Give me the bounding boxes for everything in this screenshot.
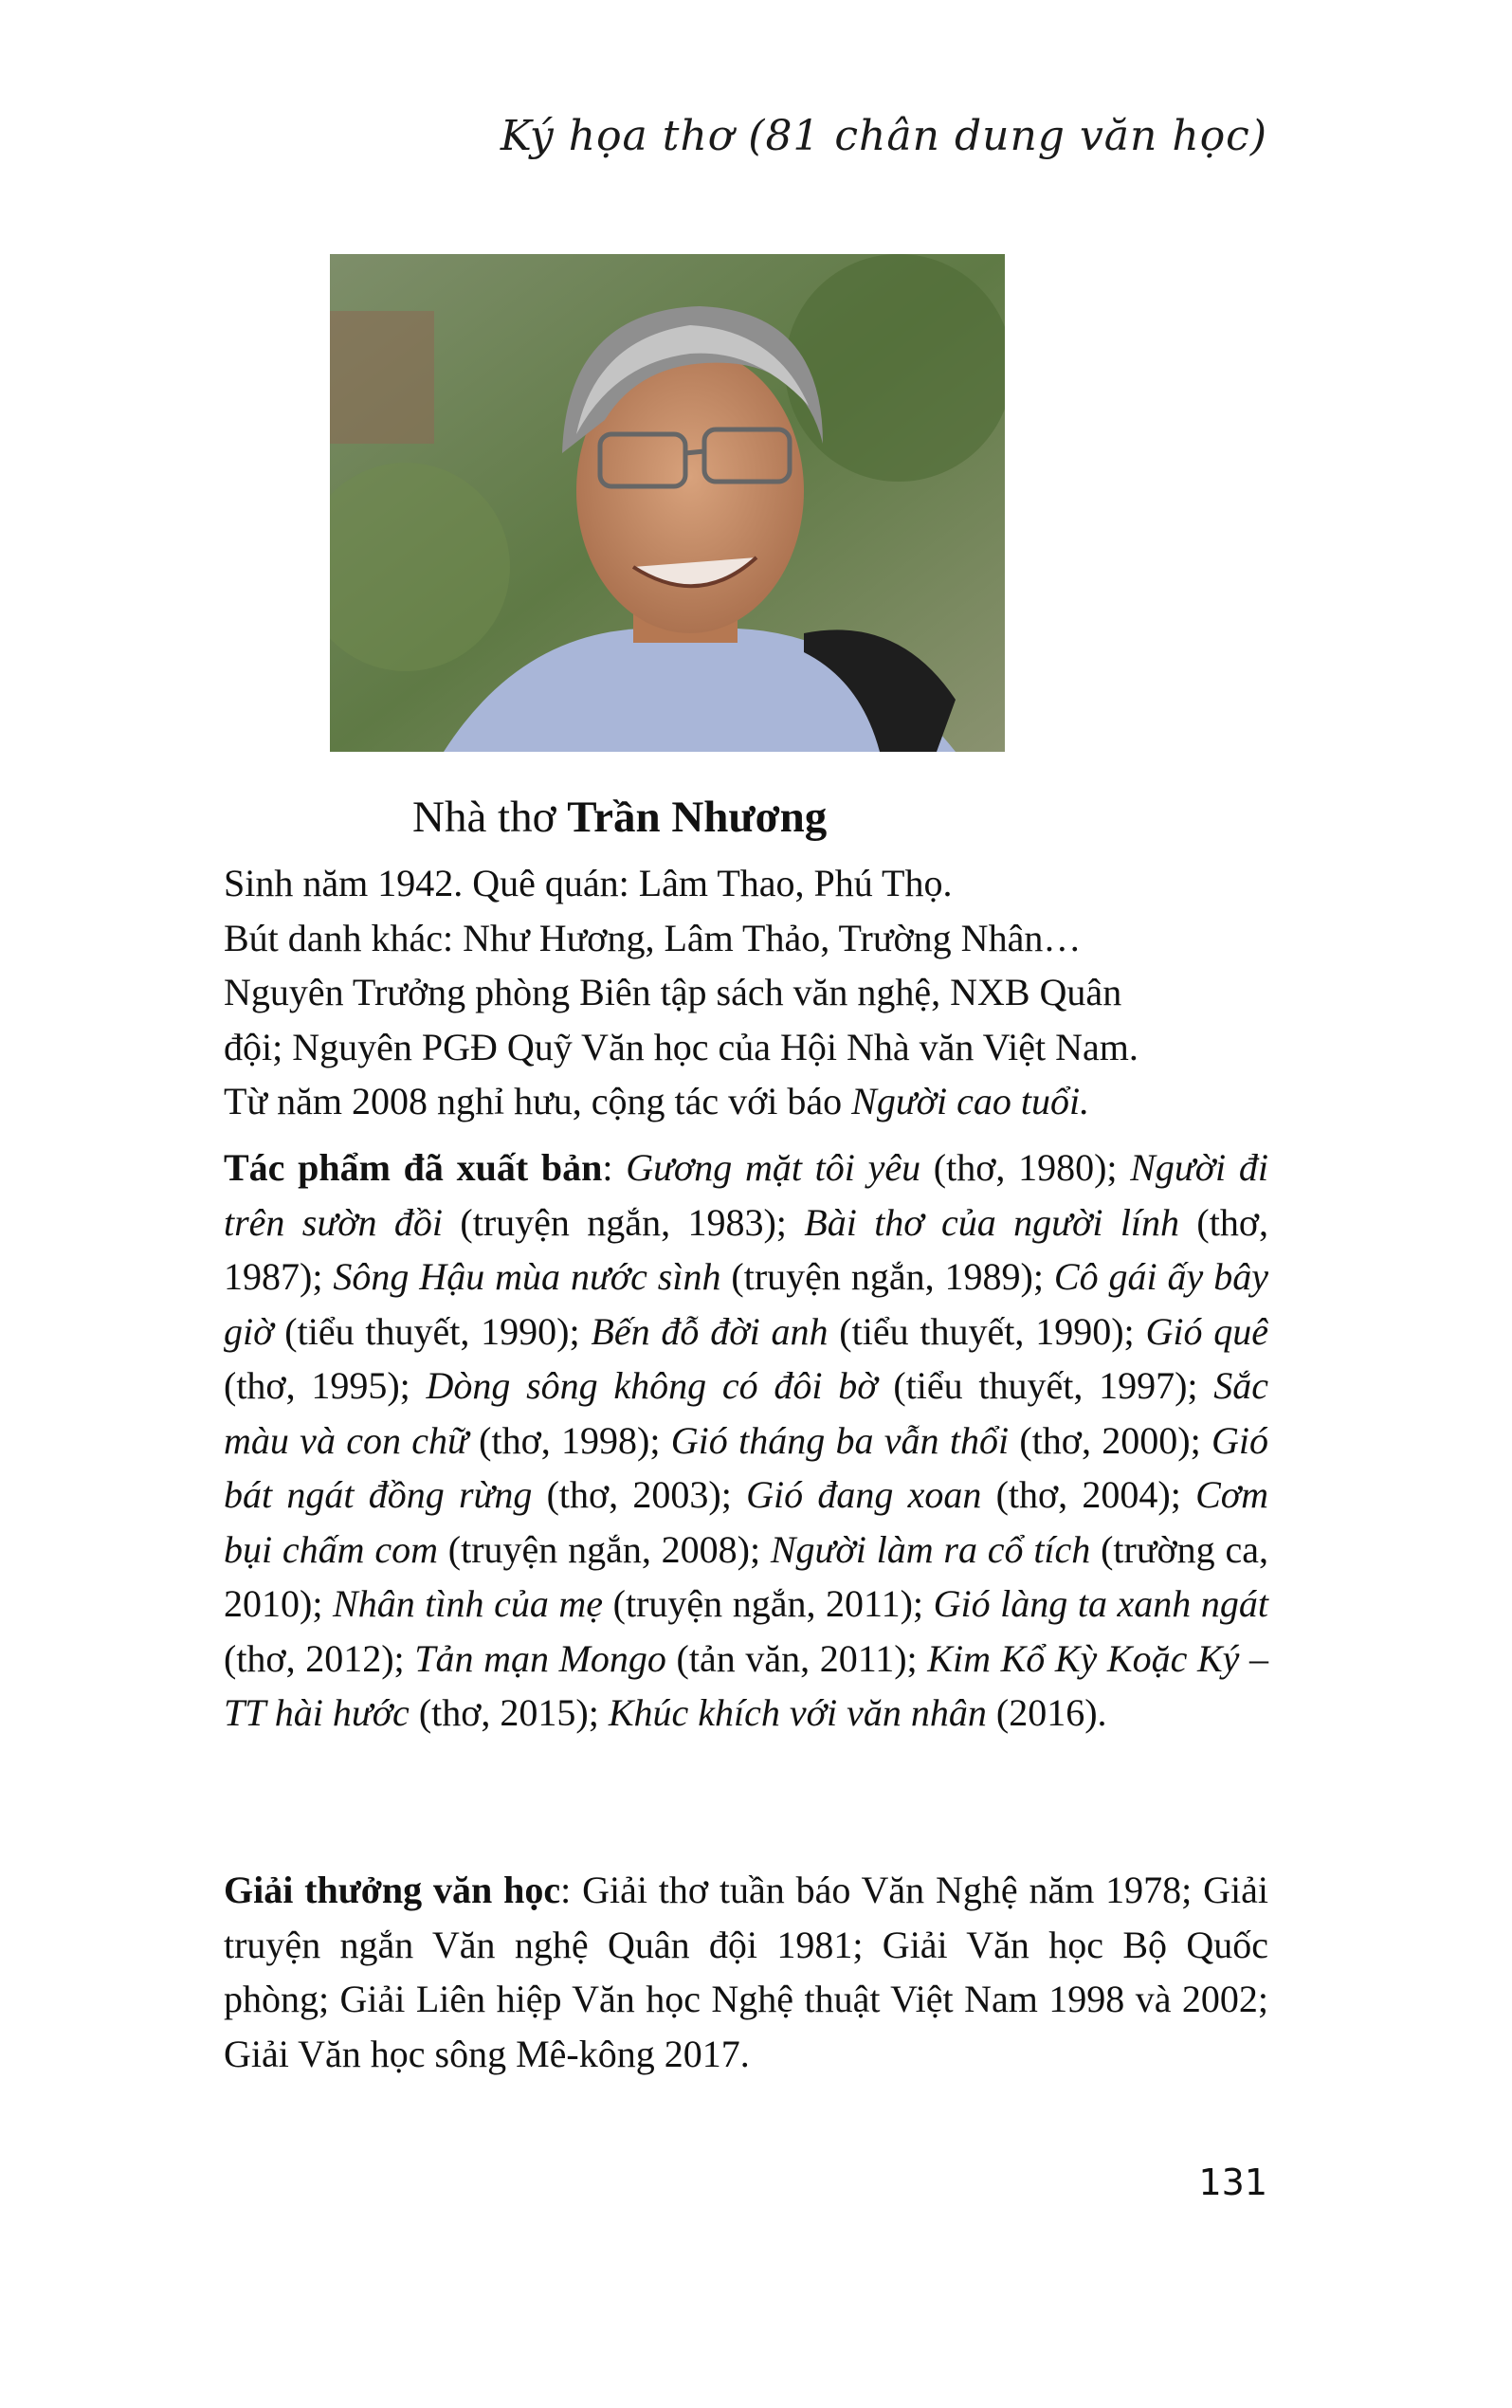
work-title: Kim Kổ Kỳ Koặc Ký – TT hài hước (224, 1636, 1269, 1734)
work-info: (thơ, 2004); (981, 1473, 1196, 1516)
work-info: (tản văn, 2011); (665, 1636, 928, 1680)
work-title: Gió tháng ba vẫn thổi (670, 1418, 1010, 1462)
published-works-paragraph: Tác phẩm đã xuất bản: Gương mặt tôi yêu (thơ, 1980); Người đi trên sườn đồi (truyện ngắn, 1983); Bài thơ của người lính (thơ, 1987); Sông Hậu mùa nước sình (truyện ngắn, 1989); Cô gái ấy bây giờ (tiểu thuyết, 1990); Bến đỗ đời anh (tiểu thuyết, 1990); Gió quê (thơ, 1995); Dòng sông không có đôi bờ (tiểu thuyết, 1997); Sắc màu và con chữ (thơ, 1998); Gió tháng ba vẫn thổi (thơ, 2000); Gió bát ngát đồng rừng (thơ, 2003); Gió đang xoan (thơ, 2004); Cơm bụi chấm com (truyện ngắn, 2008); Người làm ra cổ tích (trường ca, 2010); Nhân tình của mẹ (truyện ngắn, 2011); Gió làng ta xanh ngát (thơ, 2012); Tản mạn Mongo (tản văn, 2011); Kim Kổ Kỳ Koặc Ký – TT hài hước (thơ, 2015); Khúc khích với văn nhân (2016). (224, 1146, 1269, 1734)
work-info: (2016). (986, 1691, 1107, 1734)
work-info: (truyện ngắn, 1989); (720, 1255, 1054, 1298)
work-title: Gió bát ngát đồng rừng (224, 1418, 1268, 1516)
work-info: (thơ, 1998); (467, 1418, 671, 1462)
work-info: (thơ, 2000); (1009, 1418, 1211, 1462)
work-info: (tiểu thuyết, 1990); (828, 1309, 1146, 1353)
work-title: Gió quê (1145, 1309, 1269, 1353)
work-info: (thơ, 2003); (532, 1473, 747, 1516)
work-info: (trường ca, 2010); (224, 1527, 1268, 1625)
work-info: (tiểu thuyết, 1990); (273, 1309, 592, 1353)
work-title: Bài thơ của người lính (804, 1200, 1180, 1244)
awards-text: Giải thơ tuần báo Văn Nghệ năm 1978; Giải truyện ngắn Văn nghệ Quân đội 1981; Giải Văn học Bộ Quốc phòng; Giải Liên hiệp Văn học Nghệ thuật Việt Nam 1998 và 2002; Giải Văn học sông Mê-kông 2017. (224, 1869, 1268, 2075)
author-intro (224, 856, 1268, 1129)
intro-line (224, 1074, 1268, 1129)
intro-line: Bút danh khác: Như Hương, Lâm Thảo, Trường Nhân… (224, 916, 1082, 959)
work-title: Bến đỗ đời anh (591, 1309, 829, 1353)
work-info: (thơ, 2012); (224, 1636, 415, 1680)
work-info: (truyện ngắn, 1983); (443, 1200, 805, 1244)
intro-line-text: Từ năm 2008 nghỉ hưu, cộng tác với báo (224, 1080, 852, 1122)
work-title: Gương mặt tôi yêu (626, 1146, 921, 1189)
work-info: (thơ, 1987); (224, 1200, 1269, 1298)
running-header: Ký họa thơ (81 chân dung văn học) (500, 112, 1267, 160)
work-info: (thơ, 2015); (409, 1691, 609, 1734)
work-title: Cô gái ấy bây giờ (224, 1255, 1269, 1353)
work-title: Khúc khích với văn nhân (608, 1691, 987, 1734)
caption-prefix: Nhà thơ (412, 793, 568, 842)
work-title: Dòng sông không có đôi bờ (426, 1364, 878, 1407)
work-title: Gió đang xoan (746, 1473, 982, 1516)
photo-caption (412, 792, 827, 843)
awards-paragraph: Giải thưởng văn học: Giải thơ tuần báo Văn Nghệ năm 1978; Giải truyện ngắn Văn nghệ Quân đội 1981; Giải Văn học Bộ Quốc phòng; Giải Liên hiệp Văn học Nghệ thuật Việt Nam 1998 và 2002; Giải Văn học sông Mê-kông 2017. (224, 1869, 1268, 2075)
intro-line: Nguyên Trưởng phòng Biên tập sách văn nghệ, NXB Quân (224, 971, 1122, 1013)
author-portrait-photo (330, 254, 1005, 752)
page-number: 131 (1198, 2162, 1267, 2203)
portrait-photo-icon (330, 254, 1005, 752)
work-info: (truyện ngắn, 2008); (437, 1527, 771, 1571)
work-info: (thơ, 1980); (920, 1146, 1131, 1189)
works-list (224, 1146, 1268, 1734)
work-title: Tản mạn Mongo (414, 1636, 666, 1680)
work-title: Cơm bụi chấm com (224, 1473, 1268, 1571)
newspaper-title: Người cao tuổi. (851, 1080, 1090, 1122)
work-title: Sắc màu và con chữ (224, 1364, 1269, 1462)
work-title: Người đi trên sườn đồi (224, 1146, 1268, 1244)
works-label: Tác phẩm đã xuất bản (224, 1146, 603, 1189)
work-title: Nhân tình của mẹ (333, 1582, 604, 1625)
intro-line: Sinh năm 1942. Quê quán: Lâm Thao, Phú Thọ. (224, 862, 953, 904)
work-title: Gió làng ta xanh ngát (933, 1582, 1268, 1625)
work-info: (tiểu thuyết, 1997); (877, 1364, 1214, 1407)
work-title: Người làm ra cổ tích (770, 1527, 1091, 1571)
work-info: (truyện ngắn, 2011); (603, 1582, 934, 1625)
work-info: (thơ, 1995); (224, 1364, 427, 1407)
work-title: Sông Hậu mùa nước sình (333, 1255, 721, 1298)
awards-label: Giải thưởng văn học (224, 1869, 561, 1911)
intro-line: đội; Nguyên PGĐ Quỹ Văn học của Hội Nhà văn Việt Nam. (224, 1025, 1139, 1068)
author-name: Trần Nhương (567, 793, 828, 842)
